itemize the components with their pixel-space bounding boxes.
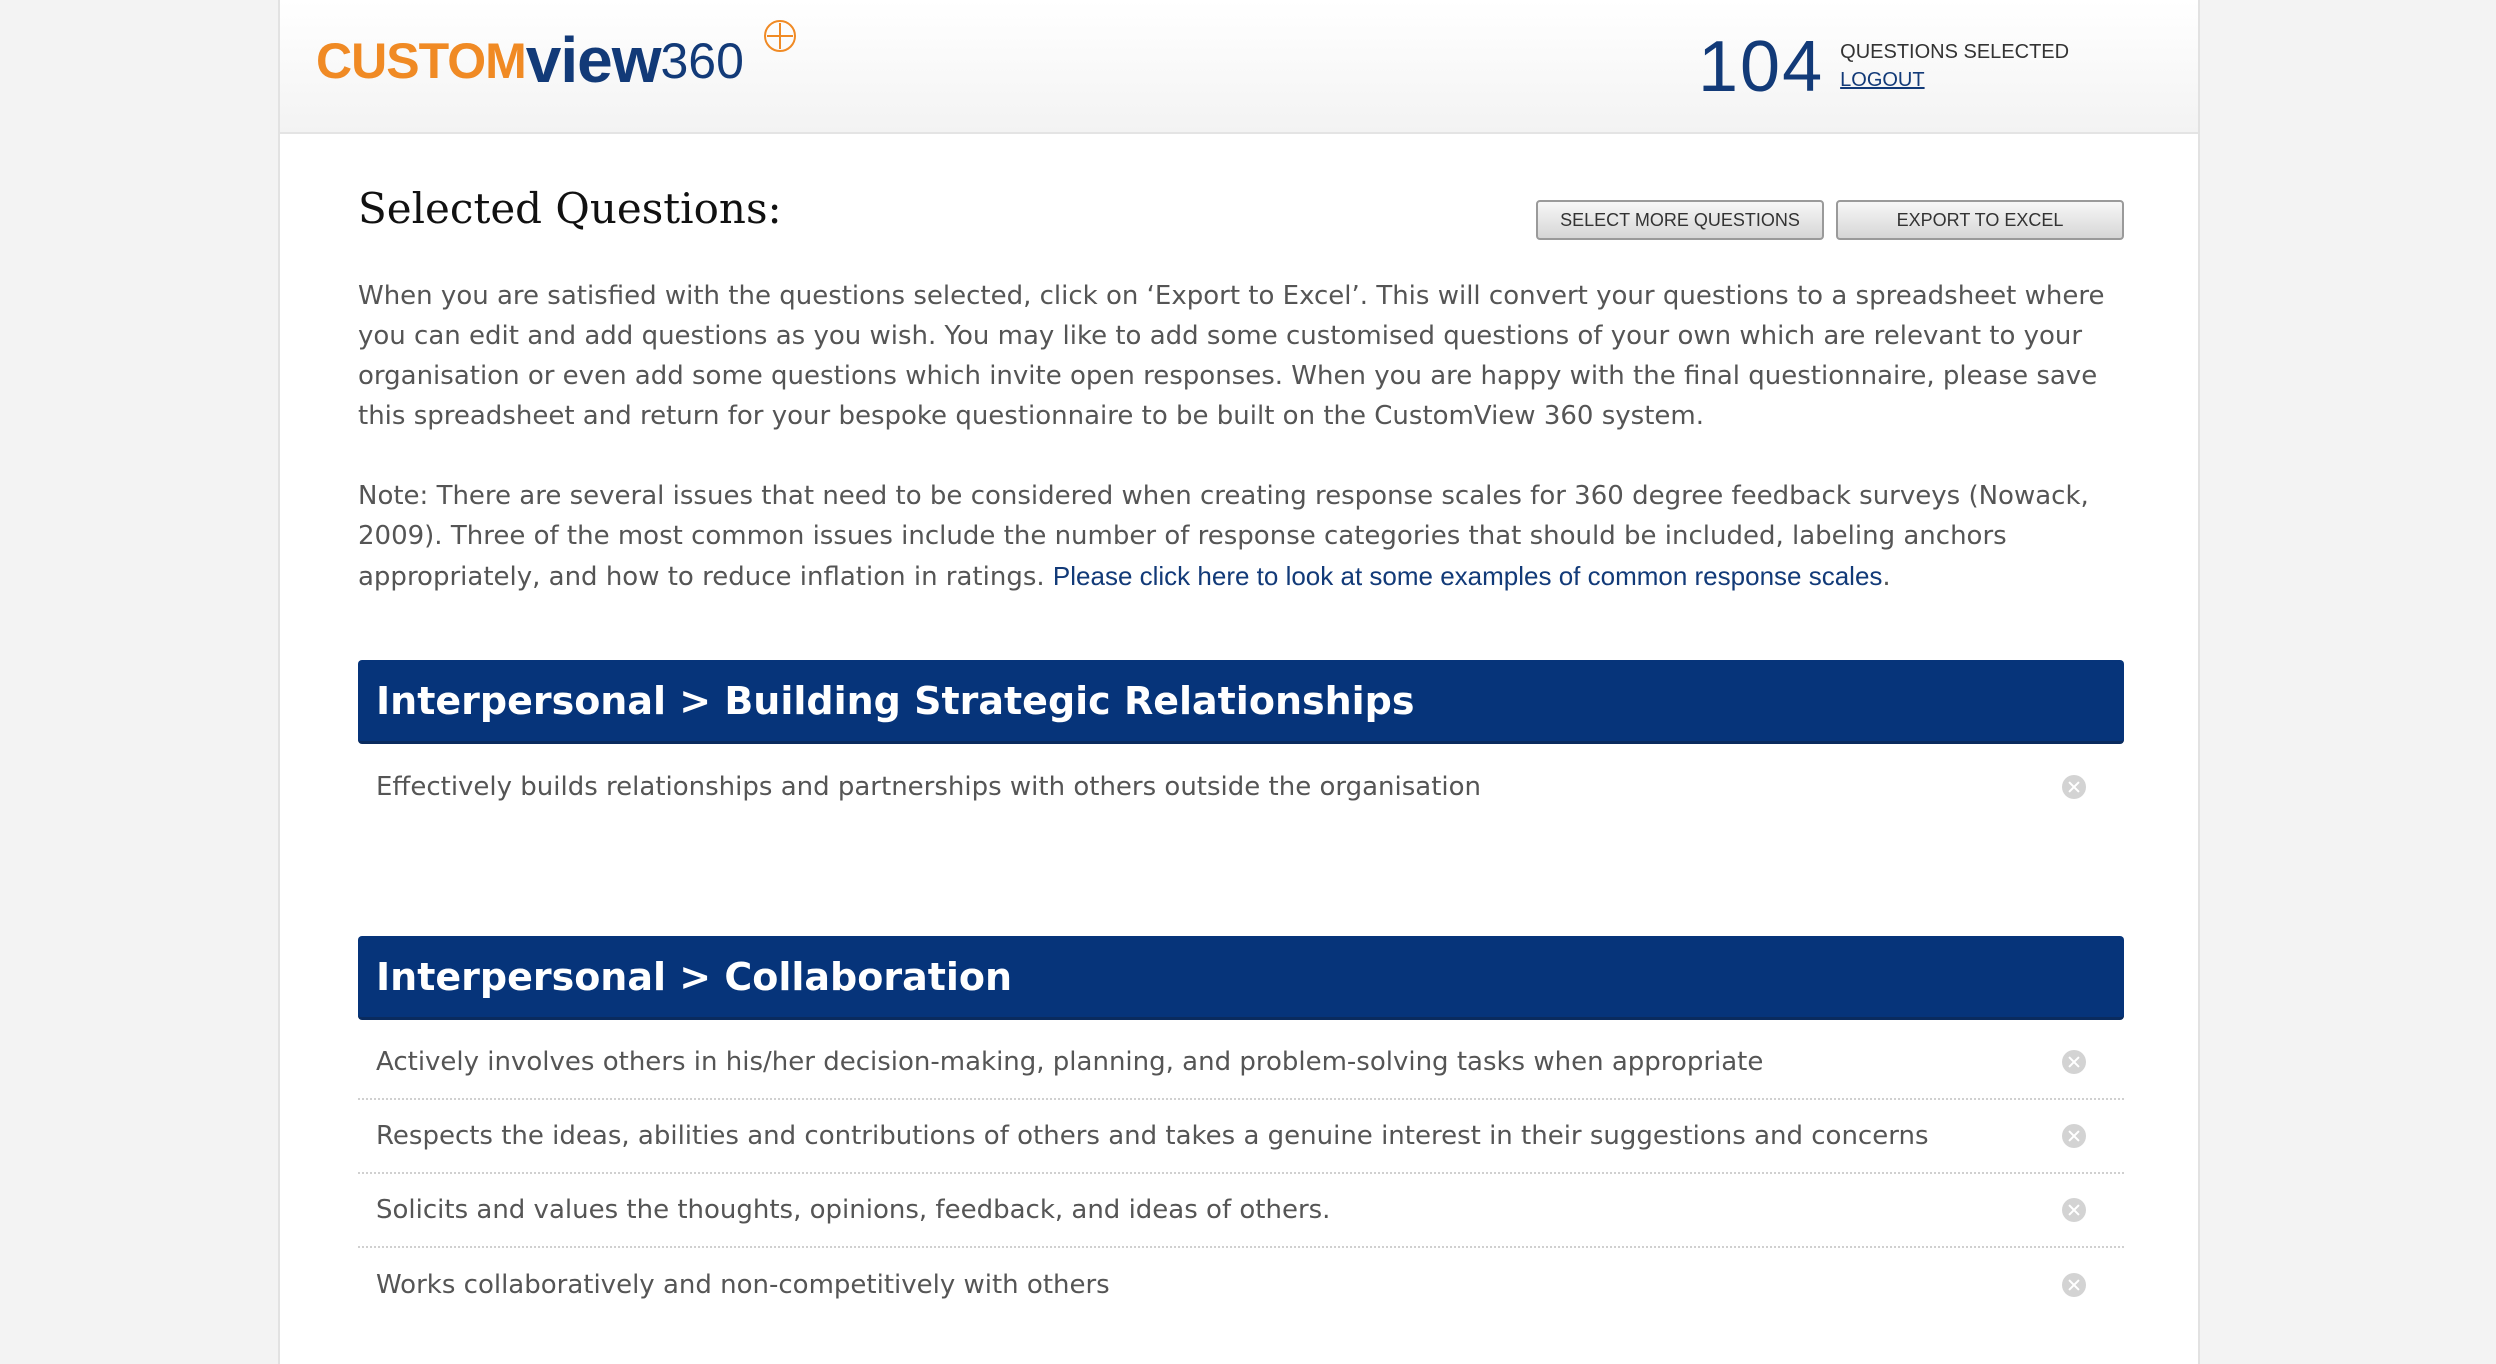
section-header: Interpersonal > Collaboration <box>358 936 2124 1020</box>
note-paragraph <box>358 476 2124 597</box>
selected-counter <box>1698 28 2069 106</box>
question-section <box>358 936 2124 1322</box>
selected-count: 104 <box>1698 27 1825 107</box>
site-header <box>280 0 2198 134</box>
question-text: Effectively builds relationships and partnerships with others outside the organisation <box>376 772 1482 802</box>
question-text: Solicits and values the thoughts, opinions, feedback, and ideas of others. <box>376 1195 1331 1225</box>
remove-question-icon[interactable] <box>2062 1124 2086 1148</box>
remove-question-icon[interactable] <box>2062 1273 2086 1297</box>
counter-side <box>1840 38 2069 94</box>
logo-text-view: view <box>525 24 661 96</box>
response-scales-link[interactable]: Please click here to look at some examples of common response scales <box>1052 561 1883 591</box>
select-more-questions-button[interactable]: SELECT MORE QUESTIONS <box>1536 200 1824 240</box>
page-title: Selected Questions: <box>358 184 782 233</box>
remove-question-icon[interactable] <box>2062 775 2086 799</box>
crosshair-plus-icon <box>762 18 798 54</box>
page-container <box>278 0 2200 1364</box>
intro-text <box>358 276 2124 597</box>
customview360-logo[interactable] <box>316 20 744 96</box>
question-item <box>358 1026 2124 1100</box>
title-row <box>358 176 2124 256</box>
logo-text-custom: CUSTOM <box>316 33 526 89</box>
question-list <box>358 1026 2124 1322</box>
question-section <box>358 660 2124 824</box>
question-item <box>358 1174 2124 1248</box>
question-list <box>358 750 2124 824</box>
question-text: Actively involves others in his/her decision-making, planning, and problem-solving tasks when appropriate <box>376 1047 1764 1077</box>
note-suffix: . <box>1882 562 1891 592</box>
question-item <box>358 750 2124 824</box>
section-header: Interpersonal > Building Strategic Relationships <box>358 660 2124 744</box>
remove-question-icon[interactable] <box>2062 1050 2086 1074</box>
note-text: Note: There are several issues that need to be considered when creating response scales for 360 degree feedback surveys (Nowack, 2009). Three of the most common issues include the number of response categories that should be included, labeling anchors appropriately, and how to reduce inflation in ratings. <box>358 481 2089 592</box>
logout-link[interactable]: LOGOUT <box>1840 69 1925 91</box>
remove-question-icon[interactable] <box>2062 1198 2086 1222</box>
question-item <box>358 1100 2124 1174</box>
count-label: QUESTIONS SELECTED <box>1840 41 2070 63</box>
question-text: Works collaboratively and non-competitively with others <box>376 1270 1110 1300</box>
question-item <box>358 1248 2124 1322</box>
main-content <box>358 176 2124 1300</box>
export-to-excel-button[interactable]: EXPORT TO EXCEL <box>1836 200 2124 240</box>
question-text: Respects the ideas, abilities and contributions of others and takes a genuine interest in their suggestions and concerns <box>376 1121 1929 1151</box>
intro-paragraph: When you are satisfied with the questions selected, click on ‘Export to Excel’. This will convert your questions to a spreadsheet where you can edit and add questions as you wish. You may like to add some customised questions of your own which are relevant to your organisation or even add some questions which invite open responses. When you are happy with the final questionnaire, please save this spreadsheet and return for your bespoke questionnaire to be built on the CustomView 360 system. <box>358 281 2105 431</box>
logo-text-360: 360 <box>660 33 744 89</box>
